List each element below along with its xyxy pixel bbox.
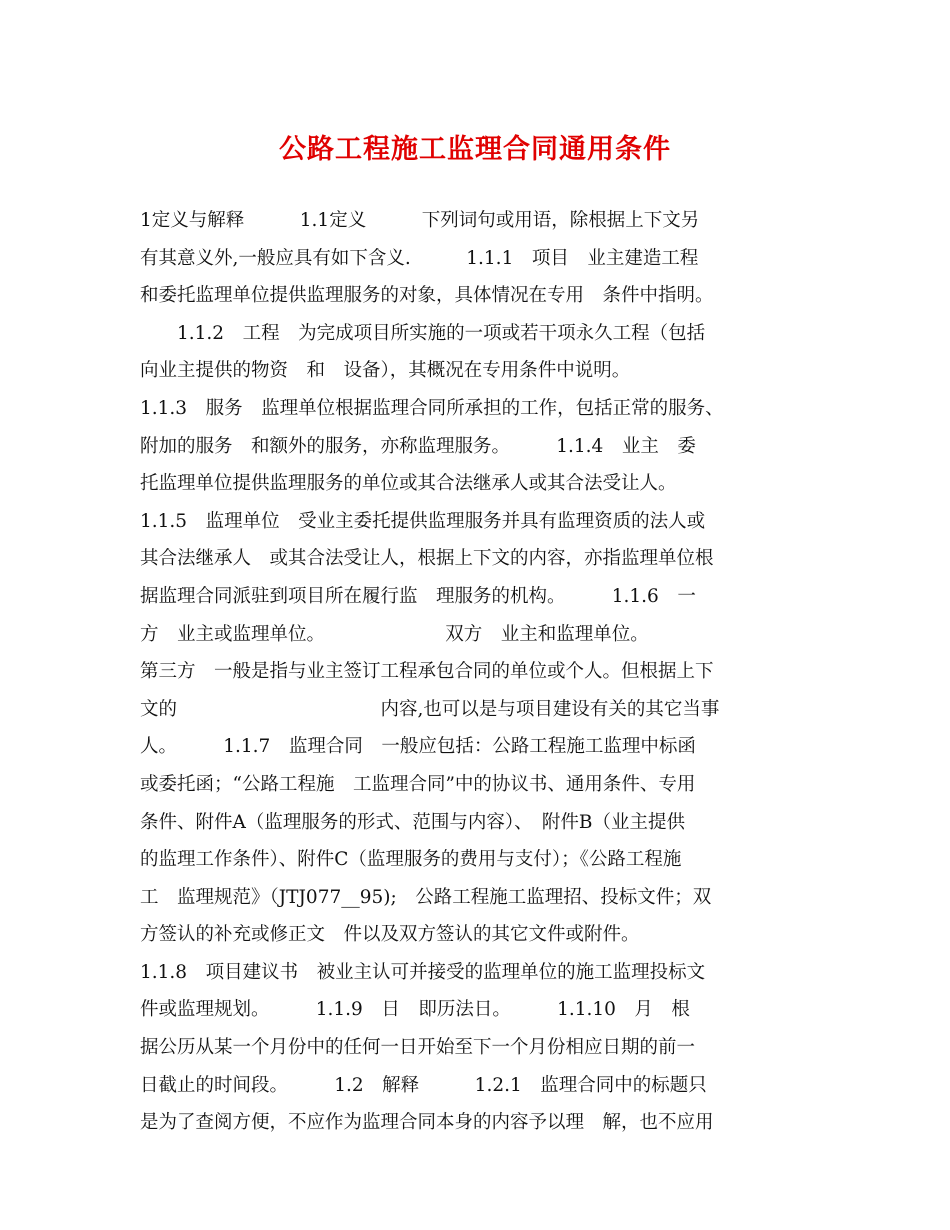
body-line: 附加的服务 和额外的服务，亦称监理服务。 1.1.4 业主 委 [140, 435, 696, 457]
document-body [140, 202, 840, 1142]
body-line: 1.1.2 工程 为完成项目所实施的一项或若干项永久工程（包括 [140, 322, 706, 344]
body-line: 1定义与解释 1.1定义 下列词句或用语，除根据上下文另 [140, 210, 700, 231]
body-line: 1.1.3 服务 监理单位根据监理合同所承担的工作，包括正常的服务、 [140, 397, 724, 419]
body-line: 是为了查阅方便，不应作为监理合同本身的内容予以理 解，也不应用 [140, 1112, 714, 1134]
body-line: 日截止的时间段。 1.2 解释 1.2.1 监理合同中的标题只 [140, 1074, 707, 1096]
body-line: 方 业主或监理单位。 双方 业主和监理单位。 [140, 623, 649, 645]
body-line: 件或监理规划。 1.1.9 日 即历法日。 1.1.10 月 根 [140, 999, 690, 1021]
body-line: 托监理单位提供监理服务的单位或其合法继承人或其合法受让人。 [140, 473, 677, 495]
body-line: 其合法继承人 或其合法受让人，根据上下文的内容，亦指监理单位根 [140, 548, 714, 570]
body-line: 和委托监理单位提供监理服务的对象，具体情况在专用 条件中指明。 [140, 285, 714, 307]
body-line: 方签认的补充或修正文 件以及双方签认的其它文件或附件。 [140, 924, 640, 946]
body-line: 向业主提供的物资 和 设备），其概况在专用条件中说明。 [140, 360, 631, 382]
body-line: 据监理合同派驻到项目所在履行监 理服务的机构。 1.1.6 一 [140, 585, 696, 607]
body-line: 人。 1.1.7 监理合同 一般应包括：公路工程施工监理中标函 [140, 736, 696, 758]
body-line: 第三方 一般是指与业主签订工程承包合同的单位或个人。但根据上下 [140, 661, 714, 683]
body-line: 或委托函；“公路工程施 工监理合同”中的协议书、通用条件、专用 [140, 773, 696, 795]
body-line: 1.1.5 监理单位 受业主委托提供监理服务并具有监理资质的法人或 [140, 510, 706, 532]
body-line: 工 监理规范》（JTJ077__95); 公路工程施工监理招、投标文件；双 [140, 886, 712, 908]
body-line: 的监理工作条件）、附件C（监理服务的费用与支付）；《公路工程施 [140, 849, 682, 871]
body-line: 有其意义外,一般应具有如下含义. 1.1.1 项目 业主建造工程 [140, 247, 699, 269]
body-line: 文的 内容,也可以是与项目建设有关的其它当事 [140, 698, 720, 720]
body-line: 1.1.8 项目建议书 被业主认可并接受的监理单位的施工监理投标文 [140, 961, 706, 983]
body-line: 条件、附件A（监理服务的形式、范围与内容）、 附件B（业主提供 [140, 811, 685, 833]
body-line: 据公历从某一个月份中的任何一日开始至下一个月份相应日期的前一 [140, 1037, 696, 1059]
document-title: 公路工程施工监理合同通用条件 [279, 134, 671, 165]
